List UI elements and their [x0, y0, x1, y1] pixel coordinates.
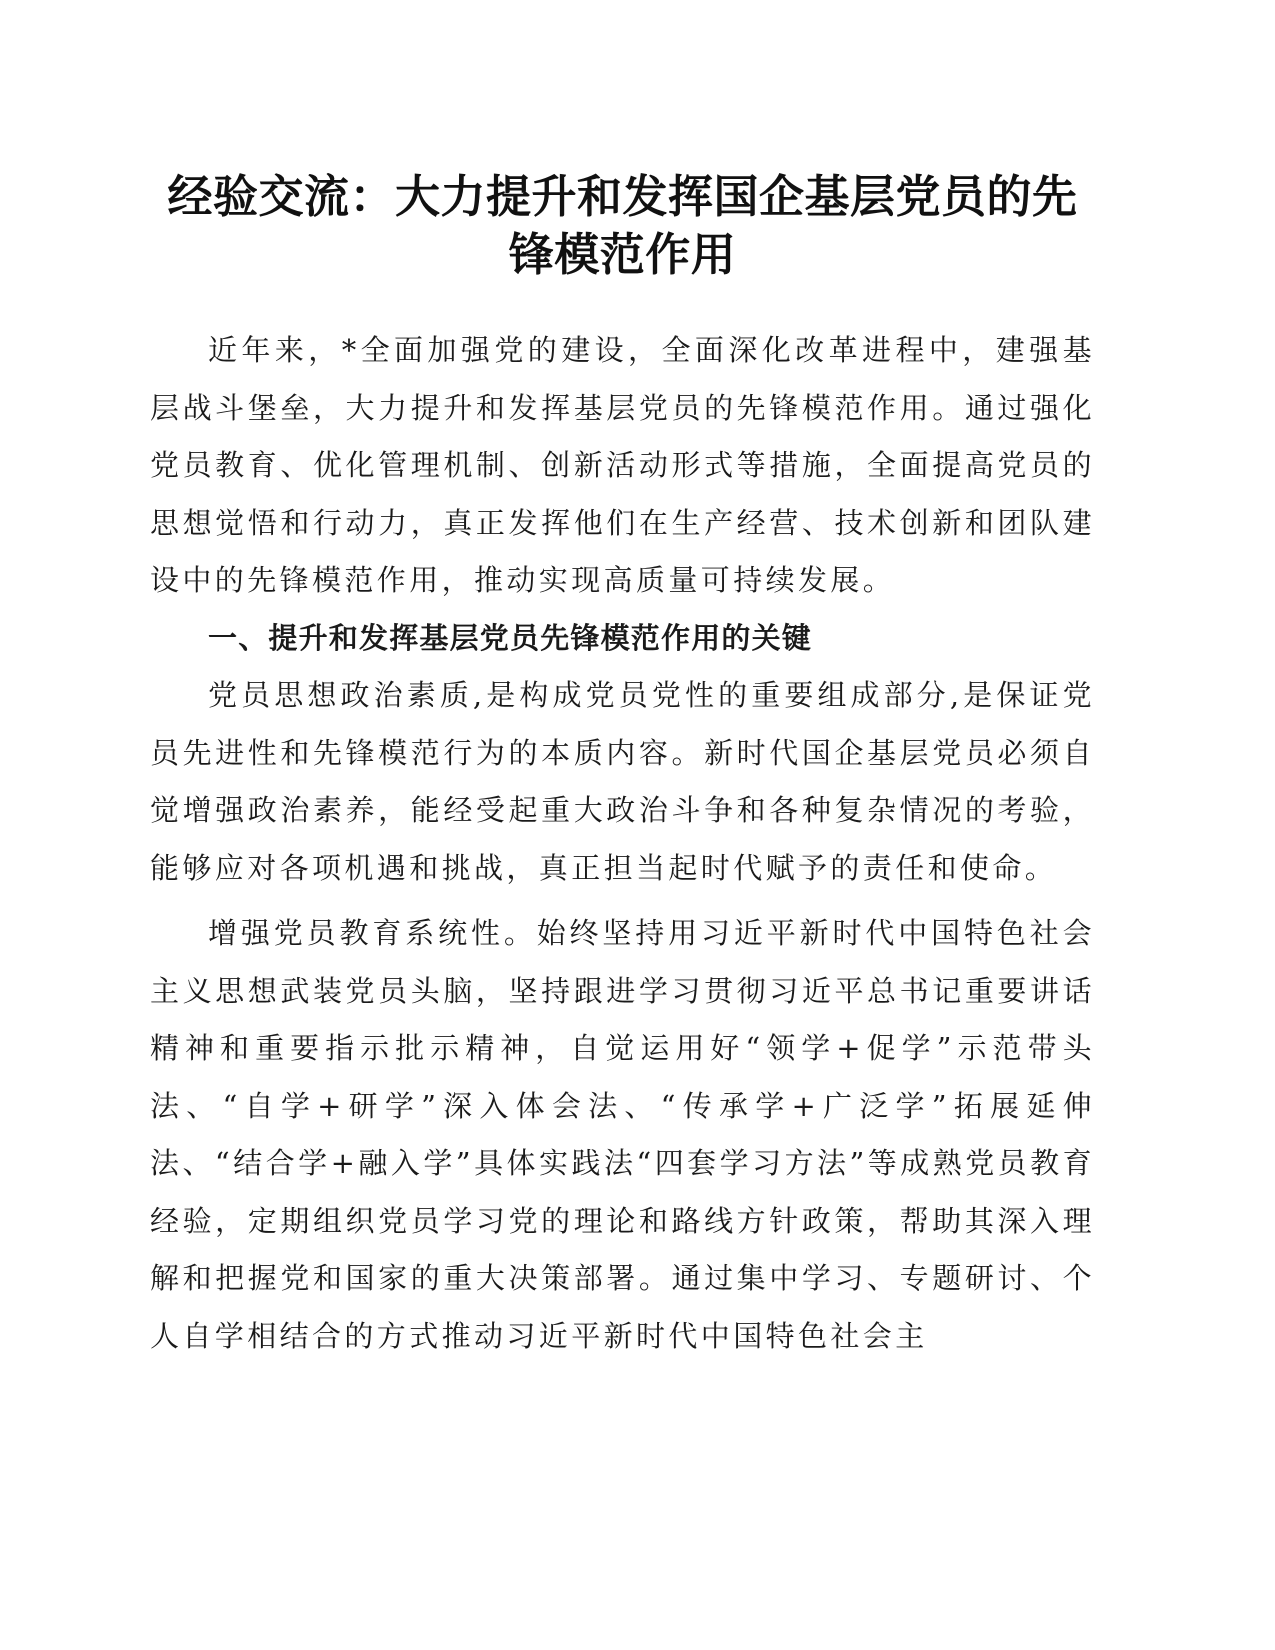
- body-paragraph-2: 增强党员教育系统性。始终坚持用习近平新时代中国特色社会主义思想武装党员头脑，坚持跟进学习贯彻习近平总书记重要讲话精神和重要指示批示精神，自觉运用好“领学+促学”示范带头法、“自学+研学”深入体会法、“传承学+广泛学”拓展延伸法、“结合学+融入学”具体实践法“四套学习方法”等成熟党员教育经验，定期组织党员学习党的理论和路线方针政策，帮助其深入理解和把握党和国家的重大决策部署。通过集中学习、专题研讨、个人自学相结合的方式推动习近平新时代中国特色社会主: [150, 916, 1095, 1353]
- section-heading: 一、提升和发挥基层党员先锋模范作用的关键: [208, 620, 813, 655]
- document-title: 经验交流：大力提升和发挥国企基层党员的先锋模范作用: [167, 170, 1078, 281]
- document-body: [150, 322, 1095, 1365]
- intro-paragraph: 近年来，*全面加强党的建设，全面深化改革进程中，建强基层战斗堡垒，大力提升和发挥基层党员的先锋模范作用。通过强化党员教育、优化管理机制、创新活动形式等措施，全面提高党员的思想觉悟和行动力，真正发挥他们在生产经营、技术创新和团队建设中的先锋模范作用，推动实现高质量可持续发展。: [150, 333, 1095, 597]
- body-paragraph-1: 党员思想政治素质,是构成党员党性的重要组成部分,是保证党员先进性和先锋模范行为的本质内容。新时代国企基层党员必须自觉增强政治素养，能经受起重大政治斗争和各种复杂情况的考验，能够应对各项机遇和挑战，真正担当起时代赋予的责任和使命。: [150, 678, 1095, 885]
